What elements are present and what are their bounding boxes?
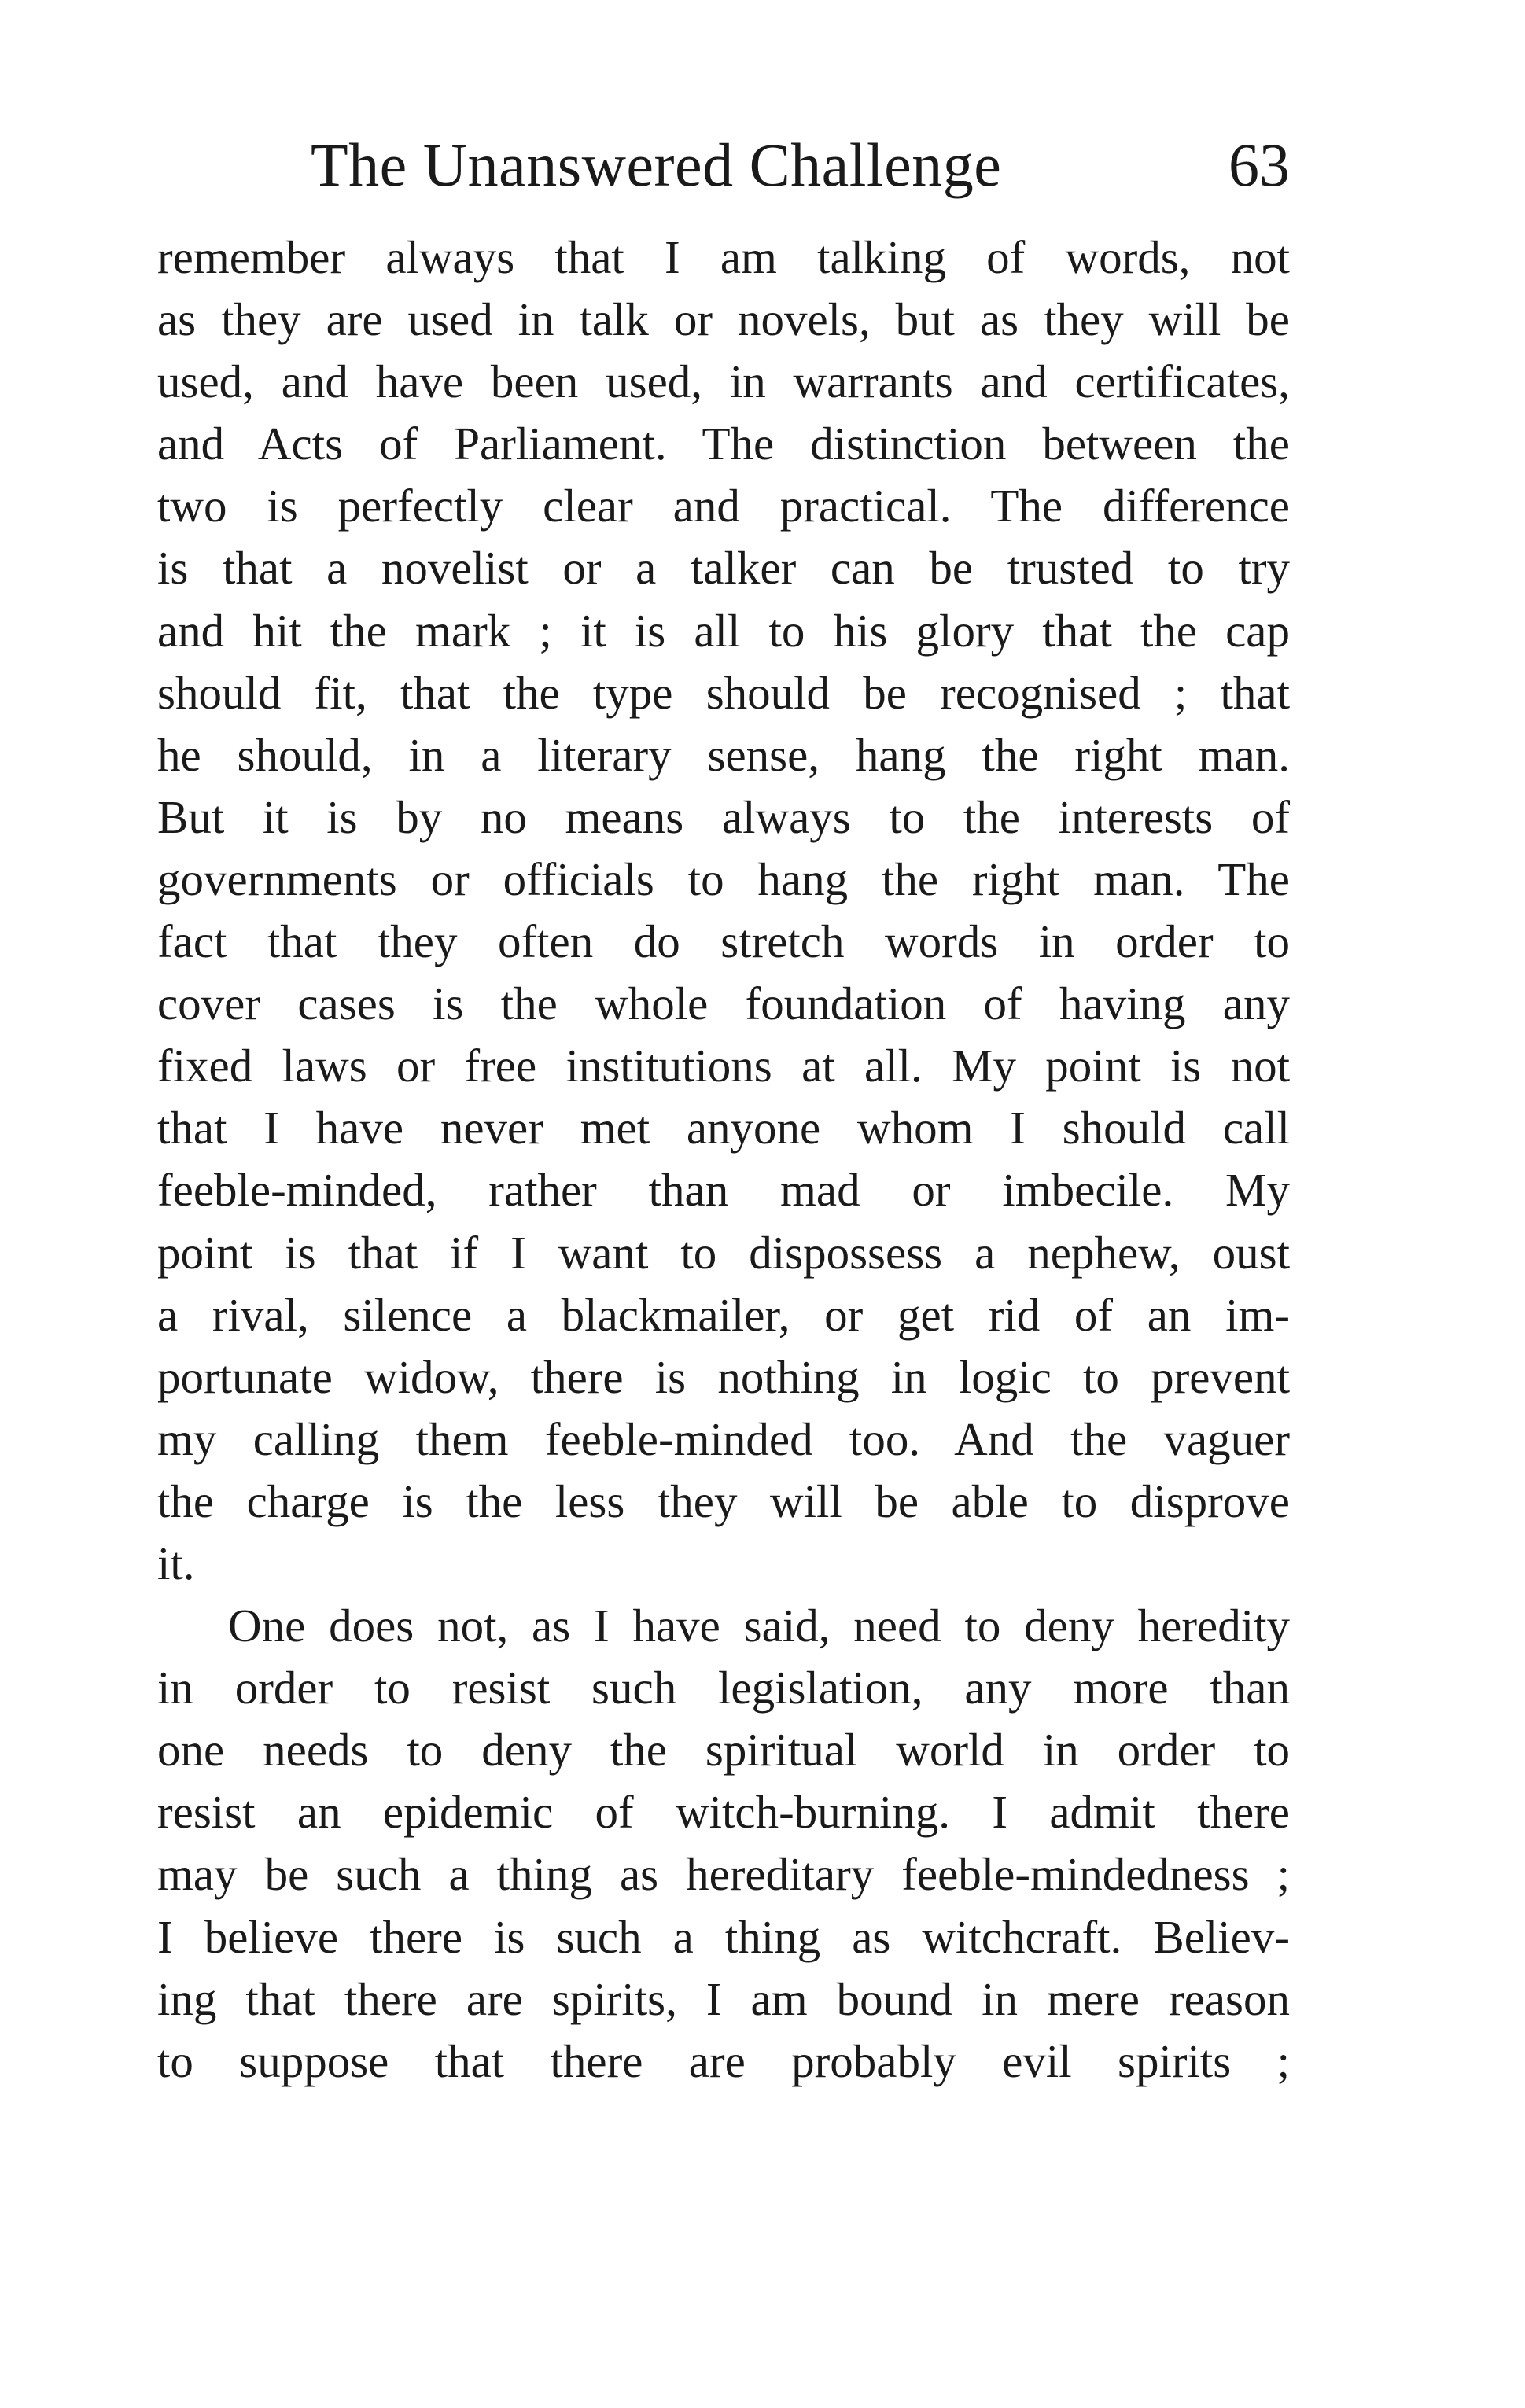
page-number: 63 [1228, 131, 1290, 199]
text-line: feeble-minded, rather than mad or imbecile. My [157, 1164, 1290, 1217]
text-line: and hit the mark ; it is all to his glory that the cap [157, 604, 1290, 657]
text-line: the charge is the less they will be able to disprove [157, 1475, 1290, 1527]
text-line: fact that they often do stretch words in order to [157, 915, 1290, 968]
text-line: One does not, as I have said, need to deny heredity [228, 1600, 1290, 1652]
text-line: used, and have been used, in warrants and certificates, [157, 355, 1290, 408]
running-title: The Unanswered Challenge [311, 131, 1002, 199]
text-line: I believe there is such a thing as witchcraft. Believ- [157, 1910, 1290, 1963]
text-line: is that a novelist or a talker can be trusted to try [157, 542, 1290, 595]
text-line: should fit, that the type should be recognised ; that [157, 666, 1290, 719]
paragraph-1 [157, 226, 1290, 1595]
running-head [157, 126, 1290, 204]
text-line: remember always that I am talking of words, not [157, 231, 1290, 283]
text-line: he should, in a literary sense, hang the right man. [157, 728, 1290, 781]
text-line: point is that if I want to dispossess a nephew, oust [157, 1226, 1290, 1279]
text-line: a rival, silence a blackmailer, or get rid of an im- [157, 1288, 1290, 1341]
text-line: that I have never met anyone whom I should call [157, 1102, 1290, 1154]
text-line: cover cases is the whole foundation of having any [157, 978, 1290, 1030]
text-line: But it is by no means always to the interests of [157, 790, 1290, 843]
text-line: one needs to deny the spiritual world in order to [157, 1724, 1290, 1777]
text-line: fixed laws or free institutions at all. My point is not [157, 1040, 1290, 1092]
text-line: it. [157, 1537, 195, 1589]
text-line: and Acts of Parliament. The distinction between the [157, 418, 1290, 470]
text-line: ing that there are spirits, I am bound in mere reason [157, 1972, 1290, 2025]
text-line: my calling them feeble-minded too. And the vaguer [157, 1412, 1290, 1465]
text-line: two is perfectly clear and practical. The difference [157, 480, 1290, 532]
text-line: as they are used in talk or novels, but as they will be [157, 293, 1290, 346]
text-line: portunate widow, there is nothing in logic to prevent [157, 1350, 1290, 1403]
text-line: to suppose that there are probably evil spirits ; [157, 2034, 1290, 2087]
body-text [157, 226, 1290, 2093]
text-line: governments or officials to hang the right man. The [157, 852, 1290, 905]
paragraph-2 [157, 1595, 1290, 2093]
text-line: in order to resist such legislation, any more than [157, 1662, 1290, 1714]
text-line: may be such a thing as hereditary feeble-mindedness ; [157, 1848, 1290, 1901]
text-line: resist an epidemic of witch-burning. I admit there [157, 1786, 1290, 1839]
